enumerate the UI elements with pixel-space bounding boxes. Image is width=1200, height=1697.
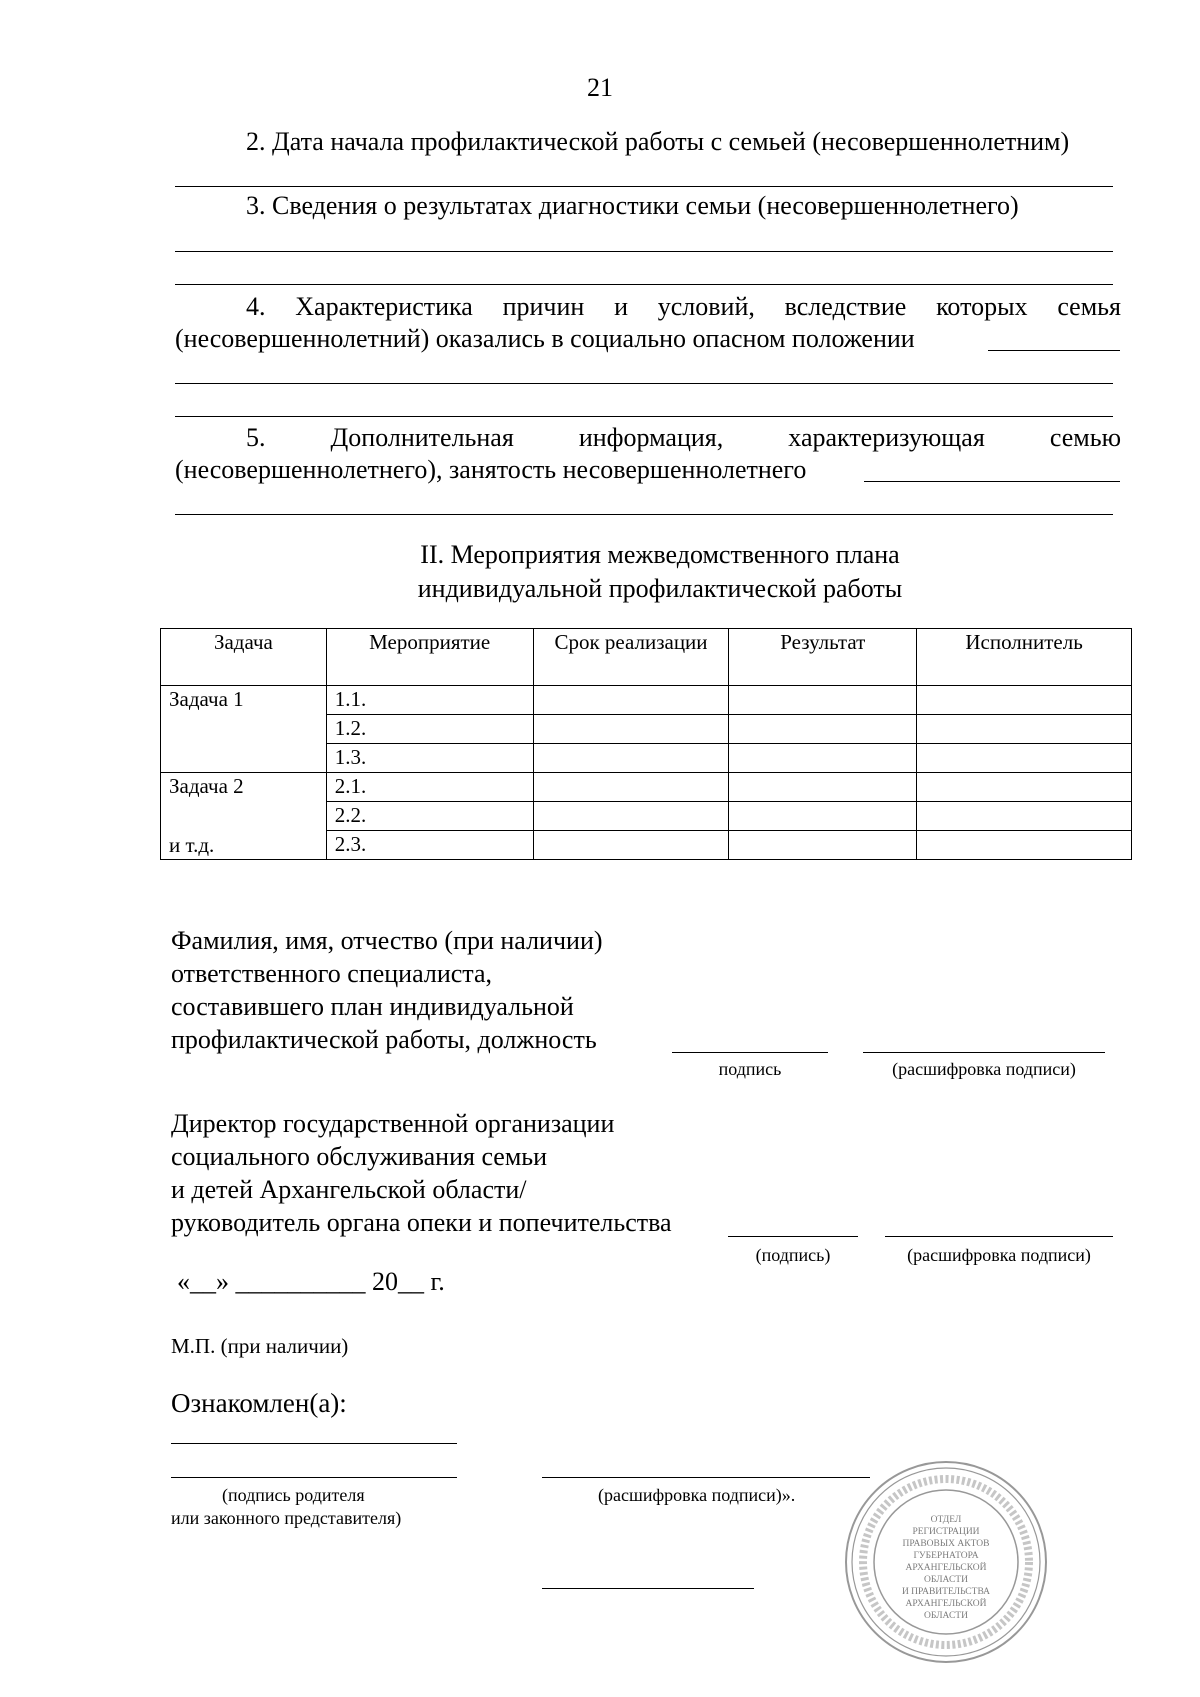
header-task: Задача — [161, 629, 327, 686]
section-2-title-line-1: II. Мероприятия межведомственного плана — [420, 540, 900, 569]
result-cell — [729, 715, 917, 744]
result-cell — [729, 744, 917, 773]
page-number: 21 — [587, 73, 613, 102]
specialist-line-3: составившего план индивидуальной — [171, 992, 574, 1021]
stamp-text-line: ОБЛАСТИ — [924, 1575, 968, 1585]
executor-cell — [917, 831, 1132, 860]
official-seal-stamp — [842, 1458, 1050, 1666]
task-2-cell — [161, 773, 327, 860]
result-cell — [729, 686, 917, 715]
activity-cell: 1.3. — [326, 744, 533, 773]
item-4-line-2: (несовершеннолетний) оказались в социально опасном положении — [175, 324, 915, 353]
specialist-line-4: профилактической работы, должность — [171, 1025, 597, 1054]
acquainted-line-1 — [171, 1443, 457, 1444]
stamp-text-line: ПРАВОВЫХ АКТОВ — [902, 1539, 990, 1549]
director-decode-line — [885, 1236, 1113, 1237]
table-row — [161, 773, 1132, 802]
executor-cell — [917, 686, 1132, 715]
item-3-fill-line-2 — [175, 284, 1113, 285]
item-5-line-1: 5. Дополнительная информация, характеризующая семью — [246, 423, 1121, 452]
item-5-inline-fill — [864, 481, 1120, 482]
parent-decode-label: (расшифровка подписи)». — [598, 1485, 796, 1505]
director-decode-label: (расшифровка подписи) — [907, 1245, 1091, 1265]
item-5-line-2: (несовершеннолетнего), занятость несовершеннолетнего — [175, 455, 807, 484]
deadline-cell — [533, 686, 729, 715]
director-line-1: Директор государственной организации — [171, 1109, 615, 1138]
activity-cell: 2.3. — [326, 831, 533, 860]
executor-cell — [917, 773, 1132, 802]
task-etc-label: и т.д. — [169, 833, 215, 857]
director-line-2: социального обслуживания семьи — [171, 1142, 548, 1171]
header-result: Результат — [729, 629, 917, 686]
specialist-decode-label: (расшифровка подписи) — [892, 1059, 1076, 1079]
director-line-3: и детей Архангельской области/ — [171, 1175, 527, 1204]
executor-cell — [917, 715, 1132, 744]
table-row — [161, 686, 1132, 715]
parent-signature-line — [171, 1477, 457, 1478]
stamp-text-line: ОТДЕЛ — [930, 1515, 962, 1525]
stamp-text-line: И ПРАВИТЕЛЬСТВА — [901, 1587, 991, 1597]
date-line: «__» __________ 20__ г. — [177, 1267, 445, 1296]
result-cell — [729, 802, 917, 831]
executor-cell — [917, 802, 1132, 831]
stamp-text-line: ОБЛАСТИ — [924, 1611, 968, 1621]
section-2-title-line-2: индивидуальной профилактической работы — [417, 574, 903, 603]
acquainted-title: Ознакомлен(а): — [171, 1388, 347, 1418]
header-activity: Мероприятие — [326, 629, 533, 686]
table-header-row — [161, 629, 1132, 686]
director-signature-line — [728, 1236, 858, 1237]
item-2-text: 2. Дата начала профилактической работы с семьей (несовершеннолетним) — [246, 127, 1070, 156]
parent-sign-label-1: (подпись родителя — [222, 1485, 365, 1505]
item-4-fill-line-1 — [175, 383, 1113, 384]
deadline-cell — [533, 744, 729, 773]
item-2-fill-line — [175, 186, 1113, 187]
result-cell — [729, 773, 917, 802]
specialist-decode-line — [863, 1052, 1105, 1053]
seal-place-label: М.П. (при наличии) — [171, 1334, 349, 1358]
stamp-text-line: АРХАНГЕЛЬСКОЙ — [905, 1599, 987, 1609]
activity-cell: 2.1. — [326, 773, 533, 802]
parent-sign-label-2: или законного представителя) — [171, 1508, 402, 1528]
specialist-signature-line — [672, 1052, 828, 1053]
item-4-fill-line-2 — [175, 416, 1113, 417]
stamp-text-line: РЕГИСТРАЦИИ — [912, 1527, 980, 1537]
item-3-fill-line-1 — [175, 251, 1113, 252]
deadline-cell — [533, 831, 729, 860]
task-1-cell: Задача 1 — [161, 686, 327, 773]
activity-cell: 1.1. — [326, 686, 533, 715]
item-4-line-1: 4. Характеристика причин и условий, вследствие которых семья — [246, 292, 1121, 321]
task-2-label: Задача 2 — [169, 774, 244, 798]
item-4-inline-fill — [988, 350, 1120, 351]
header-deadline: Срок реализации — [533, 629, 729, 686]
specialist-line-1: Фамилия, имя, отчество (при наличии) — [171, 926, 603, 955]
stamp-text-line: АРХАНГЕЛЬСКОЙ — [905, 1563, 987, 1573]
header-executor: Исполнитель — [917, 629, 1132, 686]
plan-table — [160, 628, 1132, 860]
item-5-fill-line-1 — [175, 514, 1113, 515]
director-sign-label: (подпись) — [755, 1245, 831, 1265]
deadline-cell — [533, 715, 729, 744]
extra-line — [542, 1588, 754, 1589]
deadline-cell — [533, 802, 729, 831]
item-3-text: 3. Сведения о результатах диагностики семьи (несовершеннолетнего) — [246, 191, 1019, 220]
specialist-line-2: ответственного специалиста, — [171, 959, 493, 988]
specialist-sign-label: подпись — [718, 1059, 782, 1079]
activity-cell: 1.2. — [326, 715, 533, 744]
stamp-text-line: ГУБЕРНАТОРА — [913, 1551, 979, 1561]
director-line-4: руководитель органа опеки и попечительства — [171, 1208, 672, 1237]
parent-decode-line — [542, 1477, 870, 1478]
deadline-cell — [533, 773, 729, 802]
executor-cell — [917, 744, 1132, 773]
activity-cell: 2.2. — [326, 802, 533, 831]
result-cell — [729, 831, 917, 860]
